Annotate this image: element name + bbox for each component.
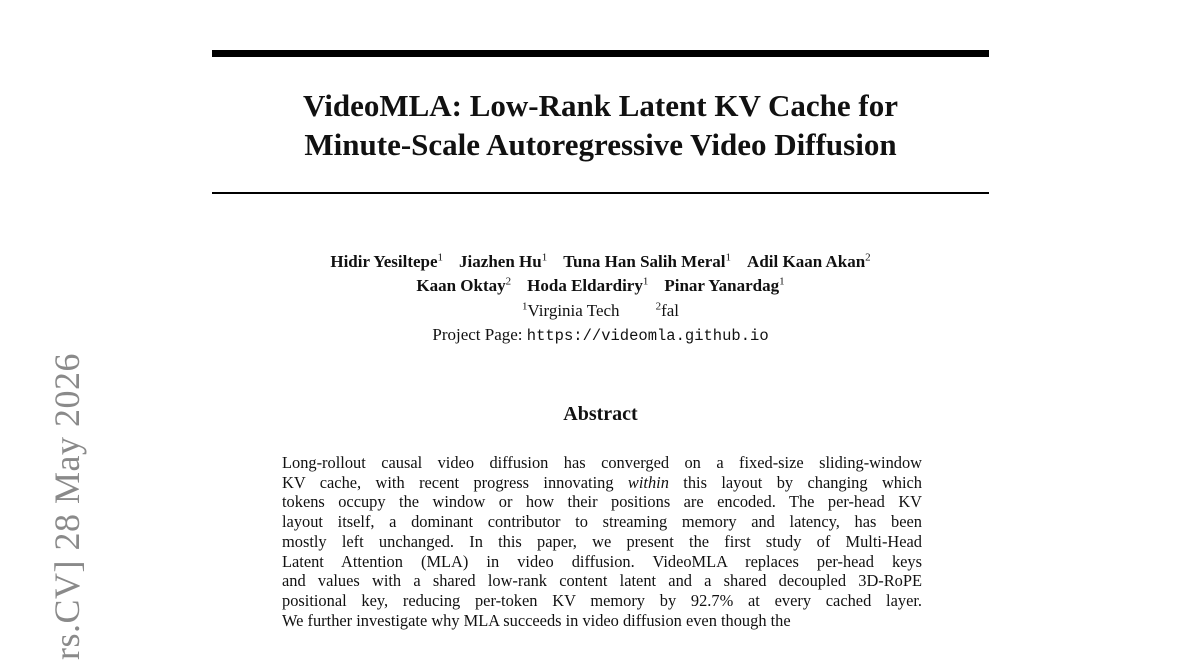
- paper-title: [212, 86, 989, 164]
- abstract-line: Long-rollout causal video diffusion has converged on a fixed-size sliding-window: [282, 453, 922, 472]
- abstract-line: KV cache, with recent progress innovating within this layout by changing which: [282, 472, 923, 492]
- top-rule: [212, 50, 989, 57]
- affiliation-mark: 1: [437, 251, 444, 263]
- abstract-line: and values with a shared low-rank content latent and a shared decoupled 3D-RoPE: [282, 571, 922, 591]
- arxiv-stamp: rs.CV] 28 May 2026: [47, 353, 87, 660]
- author-name: Hoda Eldardiry$^1$: [527, 275, 649, 296]
- affiliation-mark: 1: [725, 251, 732, 263]
- affiliation-mark: 2: [865, 251, 871, 263]
- affiliation-mark: 1: [779, 275, 785, 288]
- affiliation-mark: 1: [642, 275, 649, 288]
- author-block: [212, 247, 989, 321]
- author-line: [212, 272, 989, 297]
- affiliation: $^2$fal: [655, 300, 679, 320]
- author-name: Adil Kaan Akan$^2$: [747, 251, 871, 271]
- abstract-line: tokens occupy the window or how their positions are encoded. The per-head KV: [282, 492, 922, 512]
- affiliation-line: [212, 296, 989, 321]
- affiliation-mark: 2: [505, 275, 512, 288]
- abstract-line: We further investigate why MLA succeeds in video diffusion even though the: [282, 610, 791, 630]
- project-page: [212, 325, 989, 345]
- abstract-line: mostly left unchanged. In this paper, we present the first study of Multi-Head: [282, 531, 922, 551]
- title-line: VideoMLA: Low-Rank Latent KV Cache for: [303, 88, 898, 123]
- abstract-heading: Abstract: [563, 403, 638, 425]
- project-page-link[interactable]: https://videomla.github.io: [526, 327, 769, 345]
- abstract-body: [282, 453, 922, 630]
- abstract-line: positional key, reducing per-token KV memory by 92.7% at every cached layer.: [282, 590, 922, 610]
- author-name: Jiazhen Hu$^1$: [459, 251, 548, 271]
- abstract-line: layout itself, a dominant contributor to streaming memory and latency, has been: [282, 512, 922, 532]
- author-name: Pinar Yanardag$^1$: [664, 275, 785, 296]
- abstract-line: Latent Attention (MLA) in video diffusion. VideoMLA replaces per-head keys: [282, 551, 922, 571]
- author-name: Hidir Yesiltepe$^1$: [330, 251, 444, 271]
- affiliation: $^1$Virginia Tech: [522, 300, 620, 320]
- author-name: Kaan Oktay$^2$: [416, 275, 512, 296]
- title-rule: [212, 192, 989, 194]
- project-page-label: Project Page:: [432, 325, 527, 344]
- author-name: Tuna Han Salih Meral$^1$: [563, 251, 732, 271]
- title-line: Minute-Scale Autoregressive Video Diffusion: [304, 127, 897, 162]
- affiliation-mark: 1: [541, 251, 548, 263]
- author-line: [212, 247, 989, 272]
